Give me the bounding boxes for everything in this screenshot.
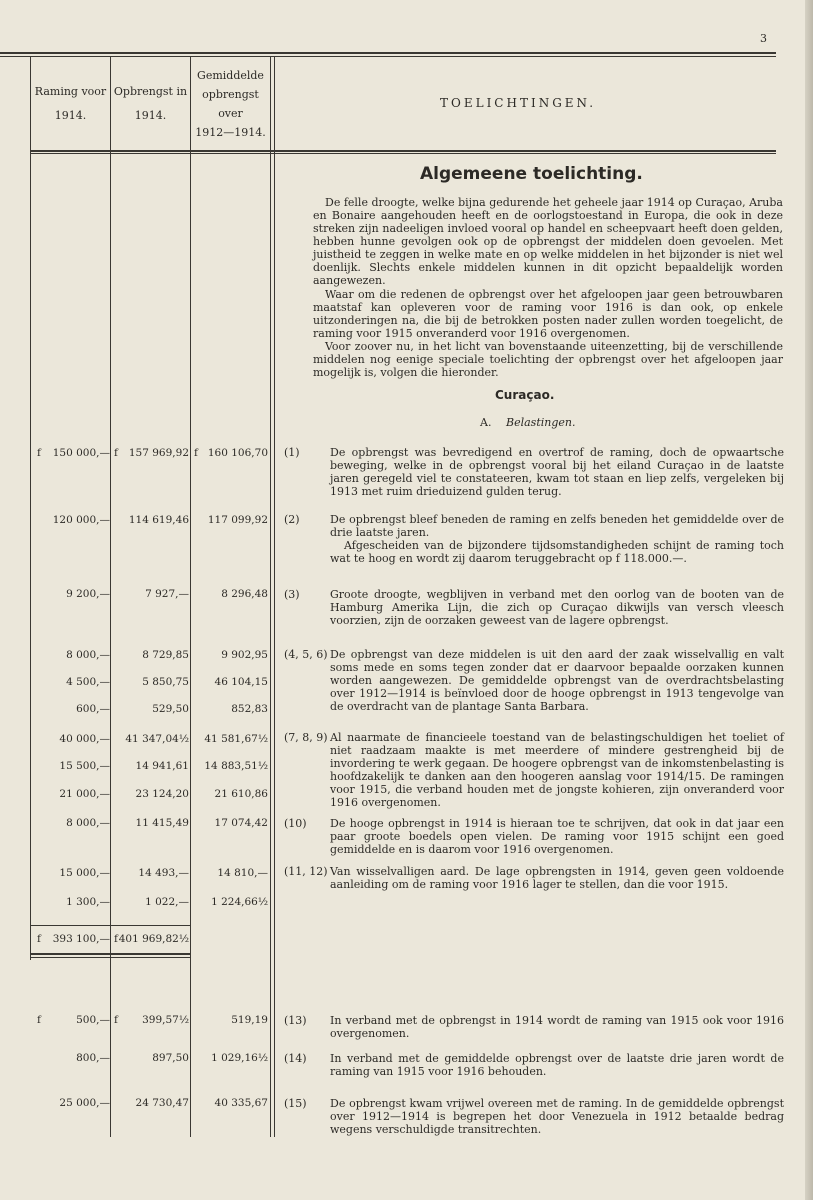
row-11-raming: 15 000,— [59, 867, 110, 879]
row-15-gemiddelde: 40 335,67 [214, 1097, 268, 1109]
top-rule-thin [0, 56, 776, 57]
row-11-gemiddelde: 14 810,— [217, 867, 268, 879]
currency-f: f [37, 1014, 41, 1026]
intro-paragraph-2: Waar om die redenen de opbrengst over het afgeloopen jaar geen betrouwbaren maatstaf kan opleveren voor de raming voor 1916 is dan ook, op enkele uitzonderingen na, die bij de betrokken posten nader zullen worden toegelicht, de raming voor 1915 onveranderd voor 1916 overgenomen. [313, 288, 783, 340]
row-7-opbrengst: 41 347,04½ [125, 733, 189, 745]
toelichtingen-header: TOELICHTINGEN. [440, 96, 597, 110]
row-4-opbrengst: 8 729,85 [142, 649, 189, 661]
note-ref: (14) [284, 1052, 307, 1065]
row-4-raming: 8 000,— [66, 649, 110, 661]
row-6-opbrengst: 529,50 [152, 703, 189, 715]
total-opbrengst: 401 969,82½ [118, 933, 189, 945]
row-15-raming: 25 000,— [59, 1097, 110, 1109]
note-ref: (3) [284, 588, 300, 601]
total-raming: 393 100,— [52, 933, 110, 945]
note-text: In verband met de gemiddelde opbrengst over de laatste drie jaren wordt de raming van 1915 voor 1916 behouden. [330, 1052, 784, 1078]
currency-f: f [114, 933, 118, 945]
row-4-gemiddelde: 9 902,95 [221, 649, 268, 661]
note-ref: (15) [284, 1097, 307, 1110]
row-9-raming: 21 000,— [59, 788, 110, 800]
row-12-opbrengst: 1 022,— [145, 896, 189, 908]
intro-paragraph-3: Voor zoover nu, in het licht van bovenstaande uiteenzetting, bij de verschillende middelen nog eenige speciale toelichting der opbrengst over het afgeloopen jaar mogelijk is, volgen die hieronder. [313, 340, 783, 379]
row-3-opbrengst: 7 927,— [145, 588, 189, 600]
row-12-gemiddelde: 1 224,66½ [211, 896, 268, 908]
row-8-raming: 15 500,— [59, 760, 110, 772]
row-13-raming: 500,— [76, 1014, 110, 1026]
col1-header: Raming voor 1914. [34, 85, 107, 122]
row-6-gemiddelde: 852,83 [231, 703, 268, 715]
currency-f: f [114, 1014, 118, 1026]
row-2-gemiddelde: 117 099,92 [207, 514, 268, 526]
row-12-raming: 1 300,— [66, 896, 110, 908]
note-ref: (4, 5, 6) [284, 648, 328, 661]
row-10-raming: 8 000,— [66, 817, 110, 829]
total-rule-thin [30, 957, 190, 958]
row-10-gemiddelde: 17 074,42 [214, 817, 268, 829]
row-10-opbrengst: 11 415,49 [135, 817, 189, 829]
currency-f: f [37, 447, 41, 459]
currency-f: f [194, 447, 198, 459]
page-edge [805, 0, 813, 1200]
note-ref: (1) [284, 446, 300, 459]
row-7-raming: 40 000,— [59, 733, 110, 745]
row-15-opbrengst: 24 730,47 [135, 1097, 189, 1109]
row-9-gemiddelde: 21 610,86 [214, 788, 268, 800]
col3-header: Gemiddelde opbrengst over 1912—1914. [195, 69, 266, 139]
note-text: De opbrengst kwam vrijwel overeen met de raming. In de gemiddelde opbrengst over 1912—1914 is begrepen het door Venezuela in 1912 betaalde bedrag wegens verschuldigde transitrechten. [330, 1097, 784, 1136]
row-6-raming: 600,— [76, 703, 110, 715]
section-title: Algemeene toelichting. [420, 164, 643, 184]
header-rule-thin [30, 153, 776, 154]
currency-f: f [114, 447, 118, 459]
subtotal-rule [30, 925, 190, 926]
row-1-gemiddelde: 160 106,70 [207, 447, 268, 459]
belastingen-label: Belastingen. [506, 416, 576, 429]
row-13-opbrengst: 399,57½ [142, 1014, 189, 1026]
note-text: De opbrengst van deze middelen is uit den aard der zaak wisselvallig en valt soms mede en soms tegen zonder dat er daarvoor bepaalde oorzaken kunnen worden aangewezen. De gemiddelde opbrengst van de overdrachtsbelasting over 1912—1914 is beïnvloed door de hooge opbrengst in 1913 tengevolge van de overdracht van de plantage Santa Barbara. [330, 648, 784, 713]
col-line-3b [274, 57, 275, 1137]
row-14-raming: 800,— [76, 1052, 110, 1064]
note-text: Van wisselvalligen aard. De lage opbrengsten in 1914, geven geen voldoende aanleiding om de raming voor 1916 lager te stellen, dan die voor 1915. [330, 865, 784, 891]
row-1-raming: 150 000,— [52, 447, 110, 459]
row-2-raming: 120 000,— [52, 514, 110, 526]
note-ref: (7, 8, 9) [284, 731, 328, 744]
row-3-gemiddelde: 8 296,48 [221, 588, 268, 600]
row-5-raming: 4 500,— [66, 676, 110, 688]
row-13-gemiddelde: 519,19 [231, 1014, 268, 1026]
note-text: In verband met de opbrengst in 1914 wordt de raming van 1915 ook voor 1916 overgenomen. [330, 1014, 784, 1040]
section-letter: A. [480, 416, 492, 429]
note-ref: (10) [284, 817, 307, 830]
row-14-gemiddelde: 1 029,16½ [211, 1052, 268, 1064]
row-9-opbrengst: 23 124,20 [135, 788, 189, 800]
page-number: 3 [760, 32, 767, 45]
intro-paragraph-1: De felle droogte, welke bijna gedurende het geheele jaar 1914 op Curaçao, Aruba en Bonaire aangehouden heeft en de oorlogstoestand in Europa, die ook in deze streken zijn nadeeligen invloed vooral op handel en scheepvaart heeft doen gelden, hebben hunne gevolgen ook op de opbrengst der middelen doen gevoelen. Met juistheid te zeggen in welke mate en op welke middelen in het bijzonder is niet wel doenlijk. Slechts enkele middelen kunnen in dit opzicht bepaaldelijk worden aangewezen. [313, 196, 783, 287]
currency-f: f [37, 933, 41, 945]
row-7-gemiddelde: 41 581,67½ [204, 733, 268, 745]
total-rule [30, 953, 190, 955]
row-8-gemiddelde: 14 883,51½ [204, 760, 268, 772]
row-5-gemiddelde: 46 104,15 [214, 676, 268, 688]
row-2-opbrengst: 114 619,46 [128, 514, 189, 526]
row-8-opbrengst: 14 941,61 [135, 760, 189, 772]
note-text: De opbrengst bleef beneden de raming en zelfs beneden het gemiddelde over de drie laatste jaren. Afgescheiden van de bijzondere tijdsomstandigheden schijnt de raming toch wat te hoog en wordt zij daarom teruggebracht op f 118.000.—. [330, 513, 784, 565]
row-3-raming: 9 200,— [66, 588, 110, 600]
note-text: Al naarmate de financieele toestand van de belastingschuldigen het toeliet of niet raadzaam maakte is met meerdere of mindere gestrengheid bij de invordering te werk gegaan. De hoogere opbrengst van de inkomstenbelasting is hoofdzakelijk te danken aan den hoogeren aanslag voor 1914/15. De ramingen voor 1915, die verband houden met de jongste kohieren, zijn onveranderd voor 1916 overgenomen. [330, 731, 784, 809]
col2-header: Opbrengst in 1914. [113, 85, 188, 122]
row-1-opbrengst: 157 969,92 [128, 447, 189, 459]
note-ref: (13) [284, 1014, 307, 1027]
row-14-opbrengst: 897,50 [152, 1052, 189, 1064]
col-line-3a [270, 57, 271, 1137]
note-text: De hooge opbrengst in 1914 is hieraan toe te schrijven, dat ook in dat jaar een paar groote boedels open vielen. De raming voor 1915 schijnt een goed gemiddelde en is daarom voor 1916 overgenomen. [330, 817, 784, 856]
header-rule [30, 150, 776, 152]
note-ref: (11, 12) [284, 865, 328, 878]
note-ref: (2) [284, 513, 300, 526]
note-text: De opbrengst was bevredigend en overtrof de raming, doch de opwaartsche beweging, welke in de opbrengst vooral bij het eiland Curaçao in de laatste jaren geregeld viel te constateeren, kwam tot staan en liep zelfs, vergeleken bij 1913 met ruim drieduizend gulden terug. [330, 446, 784, 498]
row-5-opbrengst: 5 850,75 [142, 676, 189, 688]
row-11-opbrengst: 14 493,— [138, 867, 189, 879]
top-rule [0, 52, 776, 54]
curacao-title: Curaçao. [495, 388, 555, 402]
note-text: Groote droogte, wegblijven in verband met den oorlog van de booten van de Hamburg Amerika Lijn, die zich op Curaçao dikwijls van versch vleesch voorzien, zijn de oorzaken geweest van de lagere opbrengst. [330, 588, 784, 627]
